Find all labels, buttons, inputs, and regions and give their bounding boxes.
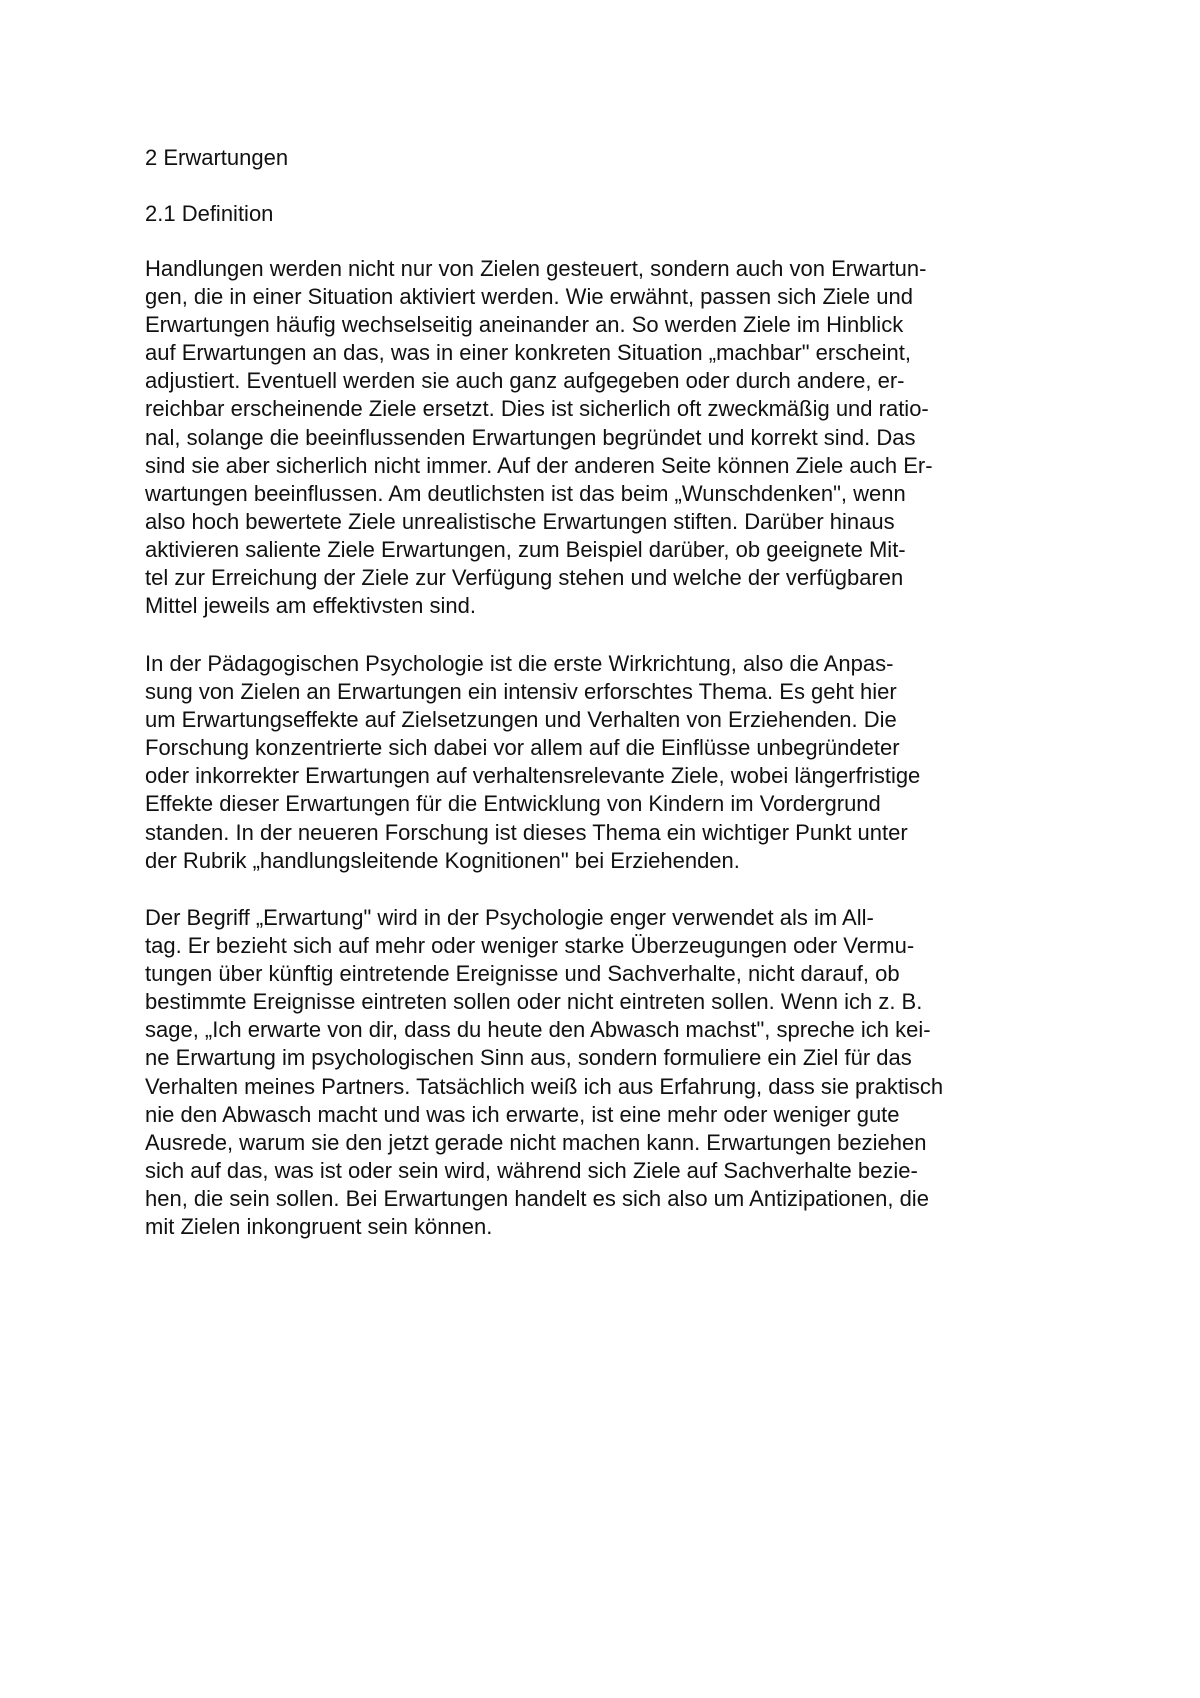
chapter-heading: 2 Erwartungen: [145, 145, 289, 170]
paragraph-line: gen, die in einer Situation aktiviert werden. Wie erwähnt, passen sich Ziele und: [145, 284, 913, 310]
paragraph-line: nal, solange die beeinflussenden Erwartungen begründet und korrekt sind. Das: [145, 424, 916, 450]
paragraph-line: oder inkorrekter Erwartungen auf verhaltensrelevante Ziele, wobei längerfristige: [145, 763, 921, 789]
paragraph-line: mit Zielen inkongruent sein können.: [145, 1214, 493, 1240]
paragraph-2: [145, 650, 920, 875]
paragraph-line: Forschung konzentrierte sich dabei vor allem auf die Einflüsse unbegründeter: [145, 735, 900, 761]
paragraph-line: In der Pädagogischen Psychologie ist die erste Wirkrichtung, also die Anpas-: [145, 651, 894, 676]
paragraph-line: reichbar erscheinende Ziele ersetzt. Dies ist sicherlich oft zweckmäßig und ratio-: [145, 396, 929, 422]
paragraph-line: adjustiert. Eventuell werden sie auch ganz aufgegeben oder durch andere, er-: [145, 368, 905, 394]
paragraph-line: Effekte dieser Erwartungen für die Entwicklung von Kindern im Vordergrund: [145, 791, 881, 817]
paragraph-line: hen, die sein sollen. Bei Erwartungen handelt es sich also um Antizipationen, die: [145, 1185, 929, 1211]
section-heading: 2.1 Definition: [145, 201, 274, 226]
paragraph-line: also hoch bewertete Ziele unrealistische Erwartungen stiften. Darüber hinaus: [145, 508, 895, 534]
paragraph-line: Handlungen werden nicht nur von Zielen gesteuert, sondern auch von Erwartun-: [145, 256, 927, 281]
paragraph-line: aktivieren saliente Ziele Erwartungen, zum Beispiel darüber, ob geeignete Mit-: [145, 536, 906, 562]
paragraph-line: Verhalten meines Partners. Tatsächlich weiß ich aus Erfahrung, dass sie praktisch: [145, 1073, 944, 1099]
paragraph-line: auf Erwartungen an das, was in einer konkreten Situation „machbar" erscheint,: [145, 340, 912, 366]
paragraph-3: [145, 904, 943, 1241]
paragraph-line: Ausrede, warum sie den jetzt gerade nicht machen kann. Erwartungen beziehen: [145, 1129, 927, 1155]
paragraph-line: tungen über künftig eintretende Ereignisse und Sachverhalte, nicht darauf, ob: [145, 961, 900, 987]
paragraph-line: wartungen beeinflussen. Am deutlichsten ist das beim „Wunschdenken", wenn: [145, 480, 906, 506]
paragraph-line: bestimmte Ereignisse eintreten sollen oder nicht eintreten sollen. Wenn ich z. B.: [145, 989, 923, 1015]
paragraph-line: sage, „Ich erwarte von dir, dass du heute den Abwasch machst", spreche ich kei-: [145, 1017, 931, 1043]
paragraph-line: der Rubrik „handlungsleitende Kognitionen" bei Erziehenden.: [145, 847, 740, 873]
paragraph-line: Mittel jeweils am effektivsten sind.: [145, 593, 476, 619]
paragraph-line: Erwartungen häufig wechselseitig aneinander an. So werden Ziele im Hinblick: [145, 312, 904, 338]
paragraph-line: sung von Zielen an Erwartungen ein intensiv erforschtes Thema. Es geht hier: [145, 679, 897, 705]
paragraph-line: Der Begriff „Erwartung" wird in der Psychologie enger verwendet als im All-: [145, 905, 874, 930]
paragraph-line: tag. Er bezieht sich auf mehr oder weniger starke Überzeugungen oder Vermu-: [145, 933, 915, 959]
paragraph-line: ne Erwartung im psychologischen Sinn aus, sondern formuliere ein Ziel für das: [145, 1045, 912, 1071]
paragraph-line: nie den Abwasch macht und was ich erwarte, ist eine mehr oder weniger gute: [145, 1101, 900, 1127]
paragraph-line: sind sie aber sicherlich nicht immer. Auf der anderen Seite können Ziele auch Er-: [145, 452, 933, 478]
paragraph-1: [145, 255, 933, 620]
paragraph-line: um Erwartungseffekte auf Zielsetzungen und Verhalten von Erziehenden. Die: [145, 707, 897, 733]
paragraph-line: tel zur Erreichung der Ziele zur Verfügung stehen und welche der verfügbaren: [145, 565, 904, 591]
paragraph-line: sich auf das, was ist oder sein wird, während sich Ziele auf Sachverhalte bezie-: [145, 1157, 918, 1183]
paragraph-line: standen. In der neueren Forschung ist dieses Thema ein wichtiger Punkt unter: [145, 819, 908, 845]
